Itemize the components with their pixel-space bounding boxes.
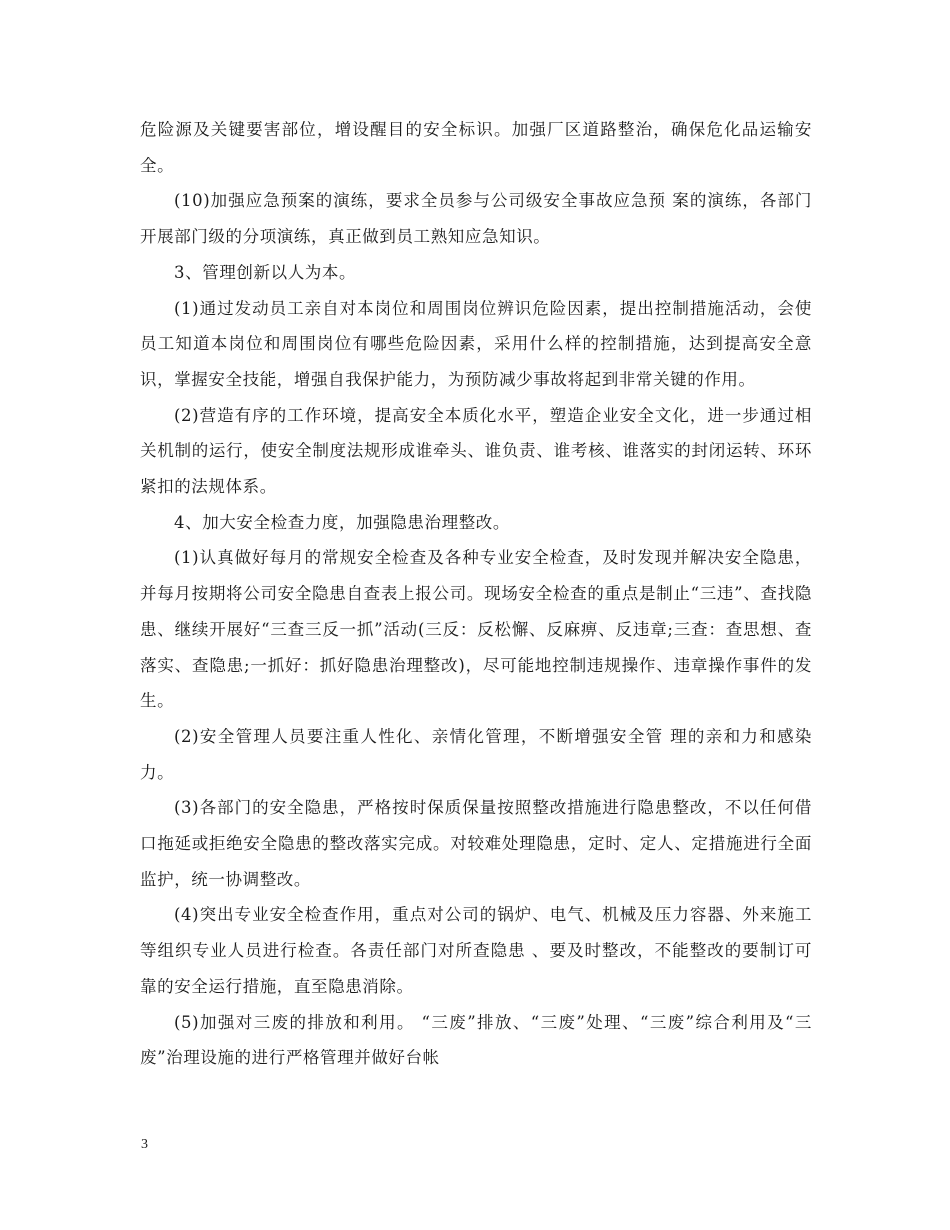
section-heading: 4、加大安全检查力度，加强隐患治理整改。 [174, 512, 510, 532]
document-body [140, 112, 812, 1076]
paragraph: (5)加强对三废的排放和利用。 “三废”排放、“三废”处理、“三废”综合利用及“三废”治理设施的进行严格管理并做好台帐 [140, 1012, 812, 1068]
paragraph: (3)各部门的安全隐患，严格按时保质保量按照整改措施进行隐患整改，不以任何借口拖延或拒绝安全隐患的整改落实完成。对较难处理隐患，定时、定人、定措施进行全面监护，统一协调整改。 [140, 798, 812, 889]
page-number: 3 [141, 1137, 148, 1152]
paragraph: (1)认真做好每月的常规安全检查及各种专业安全检查，及时发现并解决安全隐患，并每月按期将公司安全隐患自查表上报公司。现场安全检查的重点是制止“三违”、查找隐患、继续开展好“三查三反一抓”活动(三反：反松懈、反麻痹、反违章;三查：查思想、查落实、查隐患;一抓好：抓好隐患治理整改)，尽可能地控制违规操作、违章操作事件的发生。 [140, 548, 812, 711]
section-heading: 3、管理创新以人为本。 [174, 262, 357, 282]
paragraph: (2)营造有序的工作环境，提高安全本质化水平，塑造企业安全文化，进一步通过相关机制的运行，使安全制度法规形成谁牵头、谁负责、谁考核、谁落实的封闭运转、环环紧扣的法规体系。 [140, 405, 812, 497]
paragraph: 危险源及关键要害部位，增设醒目的安全标识。加强厂区道路整治，确保危化品运输安全。 [140, 120, 812, 175]
paragraph: (10)加强应急预案的演练，要求全员参与公司级安全事故应急预 案的演练，各部门开展部门级的分项演练，真正做到员工熟知应急知识。 [140, 191, 812, 247]
paragraph: (2)安全管理人员要注重人性化、亲情化管理，不断增强安全管 理的亲和力和感染力。 [140, 726, 812, 782]
paragraph: (4)突出专业安全检查作用，重点对公司的锅炉、电气、机械及压力容器、外来施工等组织专业人员进行检查。各责任部门对所查隐患 、要及时整改，不能整改的要制订可靠的安全运行措施，直至隐患消除。 [140, 905, 812, 996]
paragraph: (1)通过发动员工亲自对本岗位和周围岗位辨识危险因素，提出控制措施活动，会使员工知道本岗位和周围岗位有哪些危险因素，采用什么样的控制措施，达到提高安全意识，掌握安全技能，增强自我保护能力，为预防减少事故将起到非常关键的作用。 [140, 298, 812, 389]
